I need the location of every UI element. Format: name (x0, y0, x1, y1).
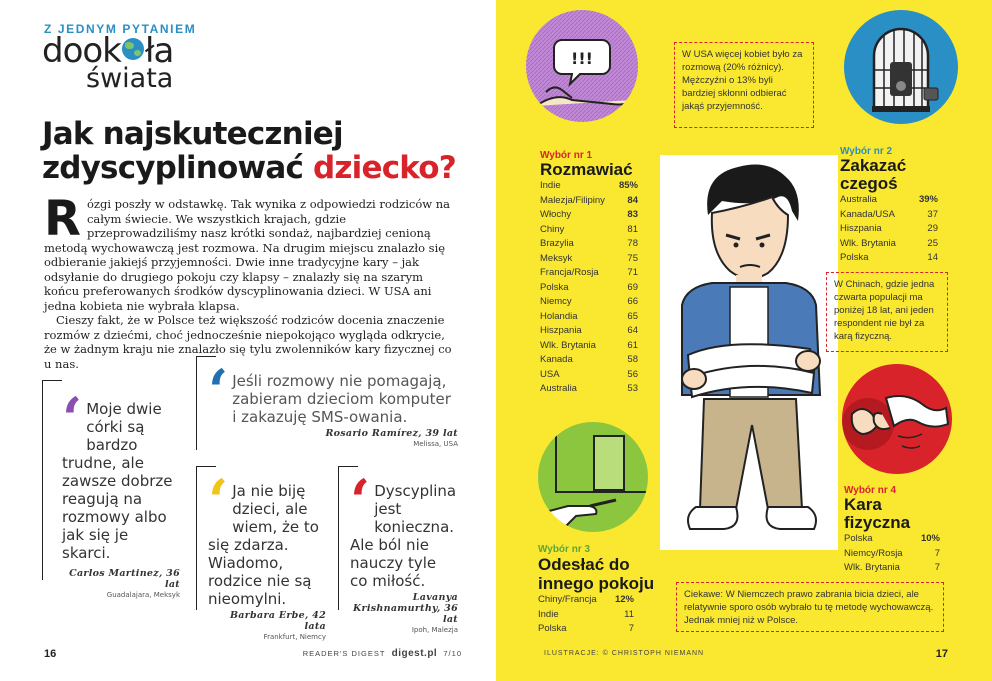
ranking-row (540, 368, 638, 383)
ranking-value: 71 (627, 267, 638, 278)
page-number-left: 16 (44, 648, 57, 660)
body-paragraph-1 (44, 191, 454, 313)
ranking-row (540, 223, 638, 238)
running-footer (303, 648, 462, 659)
quote-card-2 (208, 357, 458, 448)
ranking-value: 81 (627, 223, 638, 235)
note-germany: Ciekawe: W Niemczech prawo zabrania bicia dzieci, ale relatywnie sporo osób wybrało tu tę metodę wychowawczą. Jednak mniej niż w Polsce. (676, 582, 944, 632)
choice-1-label: Wybór nr 1 (540, 150, 593, 161)
talking-hand-icon (526, 10, 638, 122)
article-headline (42, 117, 482, 185)
illustration-boy (660, 155, 838, 550)
page-number-right: 17 (935, 648, 948, 660)
choice-1-title: Rozmawiać (540, 160, 633, 179)
choice-2-label: Wybór nr 2 (840, 146, 893, 157)
choice-4-table (844, 532, 940, 576)
quote-card-1 (62, 385, 180, 599)
ranking-value: 14 (927, 252, 938, 263)
headline-accent: dziecko? (313, 150, 456, 186)
ranking-country: Hiszpania (540, 325, 582, 336)
ranking-value: 39% (918, 194, 938, 205)
illustration-slap (842, 364, 952, 474)
right-page (496, 0, 992, 681)
ranking-value: 7 (934, 547, 940, 559)
quote-mark-icon: ‘ (208, 467, 229, 535)
article-body (44, 191, 454, 371)
ranking-row (840, 251, 938, 266)
birdcage-icon (844, 10, 958, 124)
ranking-value: 78 (627, 238, 638, 249)
ranking-row (840, 222, 938, 237)
quote-mark-icon: ‘ (62, 385, 83, 453)
ranking-row (540, 266, 638, 281)
ranking-row (540, 353, 638, 368)
choice-1-table (540, 179, 638, 397)
ranking-country: Kanada/USA (840, 208, 895, 220)
ranking-value: 56 (627, 368, 638, 380)
quote-location: Ipoh, Malezja (411, 626, 458, 634)
ranking-value: 11 (624, 608, 634, 620)
ranking-country: Indie (538, 608, 559, 620)
ranking-row (540, 194, 638, 209)
ranking-row (540, 252, 638, 267)
choice-3-title: Odesłać do innego pokoju (538, 555, 655, 593)
ranking-row (540, 310, 638, 325)
quote-rule-1 (42, 380, 62, 580)
section-logo (42, 31, 174, 94)
quote-text: Dyscyplina jest konieczna. Ale ból nie nauczy tyle co miłość. (350, 482, 457, 590)
ranking-country: Indie (540, 180, 561, 191)
ranking-country: Polska (840, 252, 869, 263)
ranking-country: Kanada (540, 354, 573, 365)
ranking-country: Hiszpania (840, 223, 882, 234)
note-usa: W USA więcej kobiet było za rozmową (20% różnicy). Mężczyźni o 13% byli bardziej skłonni odbierać jakąś przyjemność. (674, 42, 814, 128)
illustration-send-to-room (538, 422, 648, 532)
ranking-value: 85% (618, 180, 638, 191)
ranking-value: 84 (627, 194, 638, 206)
quote-author: Barbara Erbe, 42 lata (229, 610, 326, 632)
choice-2-block (840, 146, 938, 266)
logo-subword: świata (86, 63, 174, 94)
ranking-value: 83 (627, 209, 638, 220)
slap-hand-icon (842, 364, 952, 474)
quote-location: Melissa, USA (413, 440, 458, 448)
choice-2-table (840, 193, 938, 266)
ranking-country: Włochy (540, 209, 572, 220)
illustration-caged-phone (844, 10, 958, 124)
ranking-row (840, 193, 938, 208)
globe-icon (122, 38, 144, 60)
choice-3-table (538, 593, 634, 637)
choice-2-title: Zakazać czegoś (840, 156, 907, 193)
ranking-country: Niemcy/Rosja (844, 547, 903, 559)
ranking-value: 61 (627, 339, 638, 351)
ranking-country: Malezja/Filipiny (540, 194, 605, 206)
ranking-value: 12% (614, 594, 634, 605)
note-china: W Chinach, gdzie jedna czwarta populacji ma poniżej 18 lat, ani jeden respondent nie był za karą fizyczną. (826, 272, 948, 352)
quote-card-3 (208, 467, 326, 641)
ranking-country: Holandia (540, 310, 578, 322)
quote-text: Jeśli rozmowy nie pomagają, zabieram dzieciom komputer i zakazuję SMS-owania. (232, 372, 451, 426)
footer-site: digest.pl (391, 648, 438, 659)
ranking-row (538, 593, 634, 608)
quote-author: Rosario Ramírez, 39 lat (325, 428, 458, 439)
quote-author: Lavanya Krishnamurthy, 36 lat (353, 592, 458, 625)
quote-mark-icon: ‘ (350, 467, 371, 535)
ranking-country: Wlk. Brytania (540, 339, 596, 351)
choice-3-block (538, 544, 664, 637)
ranking-country: Wlk. Brytania (840, 237, 896, 249)
angry-boy-icon (660, 155, 838, 550)
logo-word-end: ła (144, 31, 174, 71)
illustration-credit: ILUSTRACJE: © CHRISTOPH NIEMANN (544, 650, 705, 657)
ranking-value: 37 (927, 208, 938, 220)
ranking-value: 58 (627, 354, 638, 365)
ranking-row (540, 208, 638, 223)
ranking-value: 7 (934, 562, 940, 573)
footer-magazine: READER'S DIGEST (302, 649, 386, 658)
section-kicker: Z JEDNYM PYTANIEM (44, 22, 197, 36)
ranking-country: Australia (540, 383, 577, 394)
ranking-country: Brazylia (540, 238, 574, 249)
headline-main: Jak najskuteczniej zdyscyplinować (42, 116, 343, 186)
ranking-value: 53 (627, 383, 638, 394)
ranking-row (540, 339, 638, 354)
ranking-row (540, 382, 638, 397)
ranking-country: Chiny/Francja (538, 594, 597, 605)
ranking-row (538, 608, 634, 623)
choice-3-label: Wybór nr 3 (538, 544, 591, 555)
pointing-hand-icon (538, 422, 648, 532)
ranking-country: USA (540, 368, 560, 380)
drop-cap: R (44, 191, 81, 247)
speech-bubble-text: !!! (571, 49, 593, 68)
ranking-value: 75 (627, 252, 638, 264)
ranking-row (540, 295, 638, 310)
ranking-value: 64 (627, 325, 638, 336)
quote-card-4 (350, 467, 458, 634)
ranking-row (844, 532, 940, 547)
ranking-value: 25 (927, 237, 938, 249)
ranking-row (538, 622, 634, 637)
ranking-value: 10% (920, 533, 940, 544)
quote-location: Guadalajara, Meksyk (106, 591, 180, 599)
ranking-country: Polska (538, 623, 567, 634)
ranking-value: 69 (627, 281, 638, 293)
ranking-country: Niemcy (540, 296, 572, 307)
ranking-country: Francja/Rosja (540, 267, 599, 278)
ranking-value: 7 (628, 623, 634, 634)
body-paragraph-2: Cieszy fakt, że w Polsce też większość rodziców docenia znaczenie rozmów z dziećmi, choć jednocześnie niepokojąco wygląda odkrycie, że w żadnym kraju nie znalazło się tylu zwolenników kary fizycznej co u nas. (44, 313, 452, 371)
ranking-country: Meksyk (540, 252, 573, 264)
ranking-country: Polska (540, 281, 569, 293)
illustration-talking-hand (526, 10, 638, 122)
quote-text: Ja nie biję dzieci, ale wiem, że to się zdarza. Wiadomo, rodzice nie są nieomylni. (208, 482, 319, 608)
footer-issue: 7/10 (443, 649, 462, 658)
quote-location: Frankfurt, Niemcy (263, 633, 326, 641)
paragraph-1-text: ózgi poszły w odstawkę. Tak wynika z odpowiedzi rodziców na całym świecie. We wszystkich krajach, gdzie przeprowadziliśmy nasz krótki sondaż, najbardziej cenioną metodą wychowawczą jest rozmowa. Na drugim miejscu znalazło się odbieranie jakiejś przyjemności. Dwie inne tradycyjne kary – jak odsyłanie do drugiego pokoju czy klapsy – znalazły się na szarym końcu preferowanych środków dyscyplinowania dzieci. W USA ani jedna kobieta nie wybrała klapsa. (44, 197, 451, 313)
ranking-row (540, 281, 638, 296)
ranking-country: Australia (840, 194, 877, 205)
ranking-row (540, 324, 638, 339)
ranking-country: Chiny (540, 223, 565, 235)
ranking-row (840, 208, 938, 223)
ranking-value: 29 (927, 223, 938, 234)
choice-1-block (540, 150, 638, 397)
choice-4-title: Kara fizyczna (844, 495, 911, 532)
ranking-country: Wlk. Brytania (844, 562, 900, 573)
ranking-row (844, 561, 940, 576)
ranking-row (540, 179, 638, 194)
ranking-value: 66 (627, 296, 638, 307)
ranking-value: 65 (627, 310, 638, 322)
ranking-row (840, 237, 938, 252)
ranking-row (844, 547, 940, 562)
logo-word-start: dook (42, 31, 121, 71)
quote-text: Moje dwie córki są bardzo trudne, ale zawsze dobrze reagują na rozmowy albo jak się je skarci. (62, 400, 173, 562)
ranking-country: Polska (844, 533, 873, 544)
choice-4-label: Wybór nr 4 (844, 485, 897, 496)
quote-mark-icon: ‘ (208, 357, 229, 425)
choice-4-block (844, 485, 940, 576)
quote-author: Carlos Martinez, 36 lat (69, 568, 180, 590)
ranking-row (540, 237, 638, 252)
